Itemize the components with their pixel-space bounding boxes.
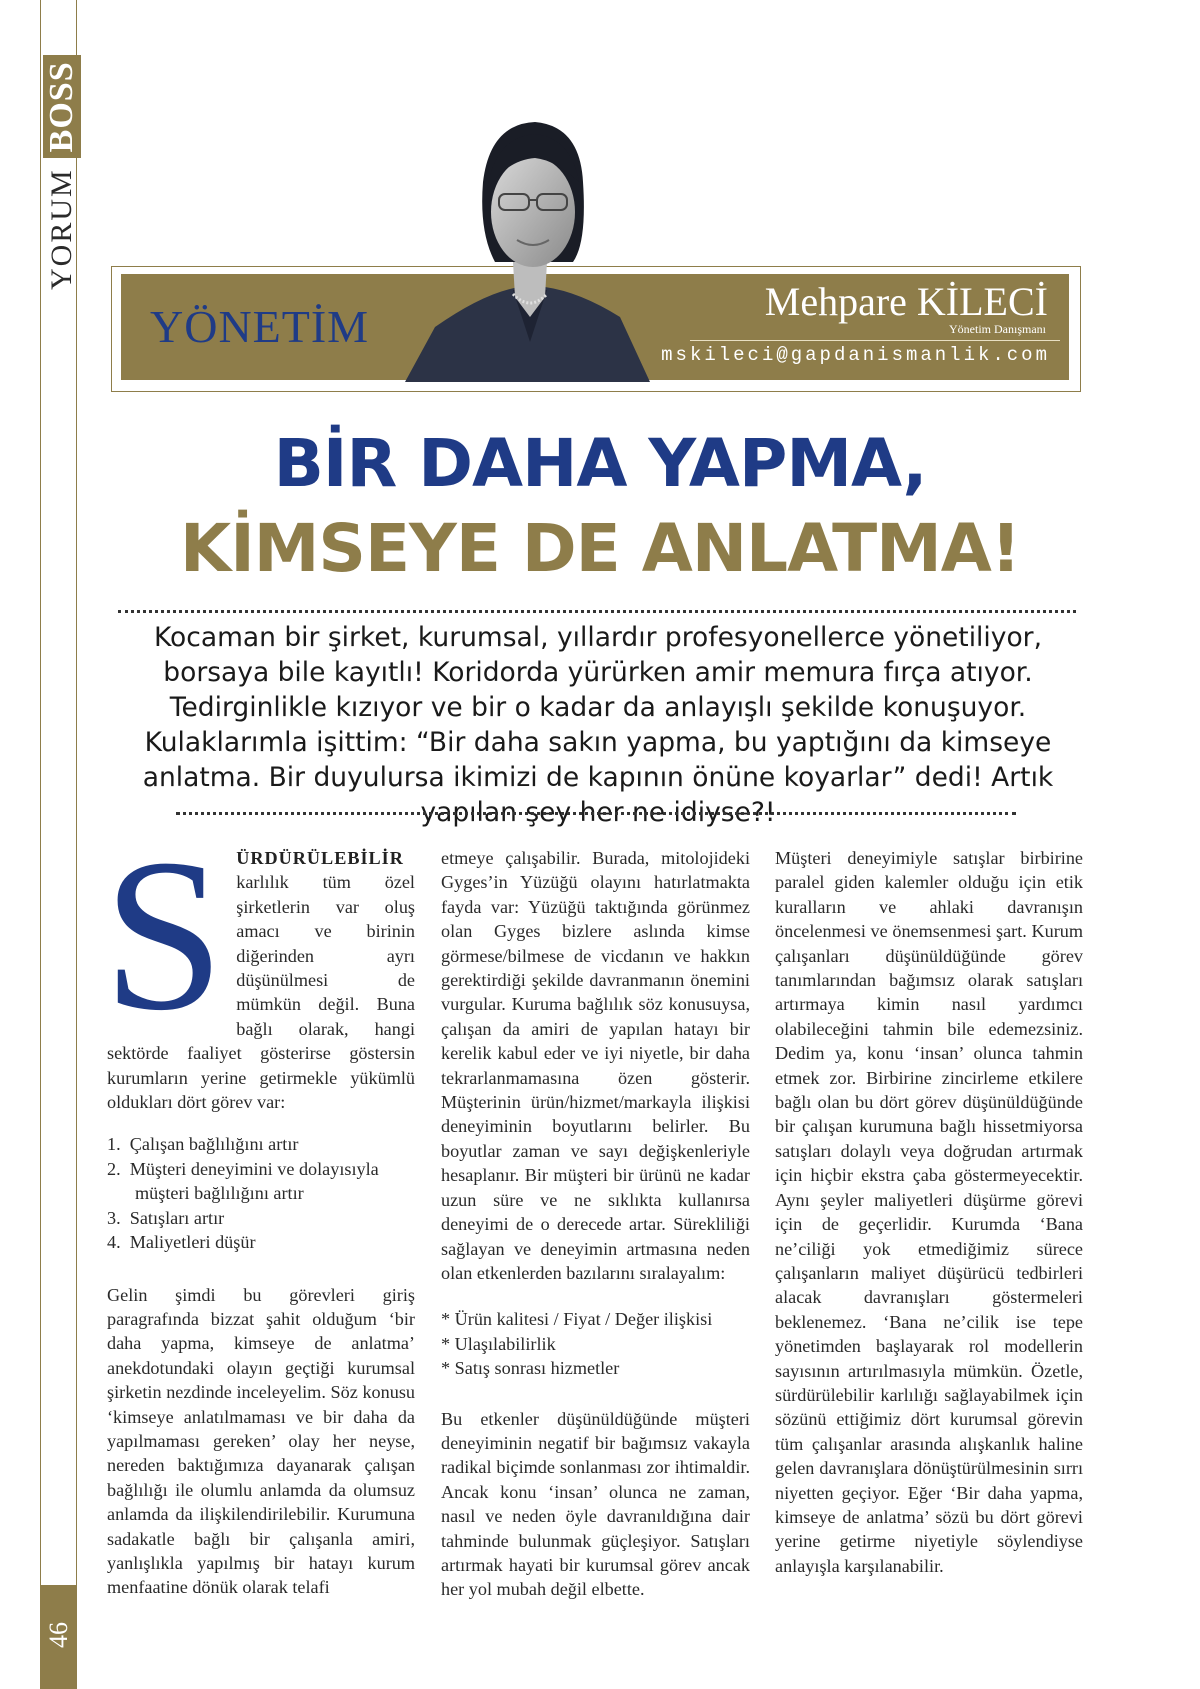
author-rule [690,340,1060,341]
factor-list [441,1307,750,1380]
list-item: * Ürün kalitesi / Fiyat / Değer ilişkisi [441,1309,713,1330]
list-item: 3. Satışları artır [107,1207,225,1228]
body-paragraph-4: Bu etkenler düşünüldüğünde müşteri deneyiminin negatif bir bağımsız vakayla radikal biçimde sonlanması zor ihtimaldir. Ancak konu ‘insan’ olunca ne zaman, nasıl ve neden öyle davranıldığına dair tahminde bulunmak güçleşiyor. Satışları artırmak hayati bir kurumsal görev ancak her yol mubah değil elbette. [441,1408,750,1600]
author-email[interactable]: mskileci@gapdanismanlik.com [661,344,1050,366]
headline-line-1: BİR DAHA YAPMA, [273,425,927,502]
author-title: Yönetim Danışmanı [949,322,1046,336]
lede-word: ÜRDÜRÜLEBİLİR [236,848,404,868]
headline-line-2: KİMSEYE DE ANLATMA! [180,510,1020,587]
list-item: 2. Müşteri deneyimini ve dolayısıyla müşteri bağlılığını artır [107,1158,379,1204]
drop-cap: S [103,815,225,1056]
list-item: 1. Çalışan bağlılığını artır [107,1134,299,1155]
task-list [107,1132,415,1254]
body-column-2 [441,846,750,1602]
body-column-1 [103,815,415,1600]
rail-yorum: YORUM [45,168,78,290]
list-item: * Ulaşılabilirlik [441,1333,556,1354]
body-column-3 [775,846,1083,1578]
dotted-rule-bottom [176,812,1016,815]
body-paragraph-1: karlılık tüm özel şirketlerin var oluş amacı ve birinin diğerinden ayrı düşünülmesi de mümkün değil. Buna bağlı olarak, hangi sektörde faaliyet gösterirse göstersin kurumların yerine getirmekle yükümlü oldukları dört görev var: [107,872,415,1113]
rail-label [40,20,80,290]
author-portrait [395,112,665,382]
page-number [44,1600,73,1660]
page-number-text: 46 [44,1622,73,1648]
lead-paragraph: Kocaman bir şirket, kurumsal, yıllardır profesyonellerce yönetiliyor, borsaya bile kayıtlı! Koridorda yürürken amir memura fırça atıyor. Tedirginlikle kızıyor ve bir o kadar da anlayışlı şekilde konuşuyor. Kulaklarımla işittim: “Bir daha sakın yapma, bu yaptığını da kimseye anlatma. Bir duyulursa ikimizi de kapının önüne koyarlar” dedi! Artık yapılan şey her ne idiyse?! [142,622,1054,828]
section-title: YÖNETİM [150,301,370,352]
body-paragraph-3: etmeye çalışabilir. Burada, mitolojideki Gyges’in Yüzüğü olayını hatırlatmakta fayda var: Yüzüğü taktığında görünmez olan Gyges bizlere aslında kimse görmese/bilmese de vicdanın ve hakkın gerektirdiği şekilde davranmanın önemini vurgular. Kuruma bağlılık söz konusuysa, çalışan da amiri de yapılan hatayı bir kerelik kabul eder ve iyi niyetle, bir daha tekrarlanmamasına özen gösterir. Müşterinin ürün/hizmet/markayla ilişkisi deneyiminin boyutlarını belirler. Bu boyutlar zaman ve sayı değişkenleriyle hesaplanır. Bir müşteri bir ürünü ne kadar uzun süre ve ne sıklıkta kullanırsa deneyimi de o derecede artar. Sürekliliği sağlayan ve deneyimin artmasına neden olan etkenlerden bazılarını sıralayalım: [441,848,750,1283]
list-item: 4. Maliyetleri düşür [107,1232,256,1253]
author-name: Mehpare KİLECİ [764,279,1048,324]
body-paragraph-2: Gelin şimdi bu görevleri giriş paragrafında bizzat şahit olduğum ‘bir daha yapma, kimseye de anlatma’ anekdotundaki olayın geçtiği kurumsal şirketin nezdinde inceleyelim. Söz konusu ‘kimseye anlatılmaması ve bir daha da yapılmaması gereken’ olay her neyse, nereden baktığımıza dayanarak çalışan bağlılığı ile olumlu anlamda da olumsuz anlamda da ilişkilendirilebilir. Kurumuna sadakatle bağlı bir çalışanla amiri, yanlışlıkla yapılmış bir hatayı kurum menfaatine dönük olarak telafi [107,1284,415,1598]
body-paragraph-5: Müşteri deneyimiyle satışlar birbirine paralel giden kalemler olduğu için etik kuralların ve ahlaki davranışın öncelenmesi ve önemsenmesi şart. Kurum çalışanları düşünüldüğünde görev tanımlarından bağımsız olarak satışları artırmaya kimin nasıl yardımcı olabileceğini tahmin bile edemezsiniz. Dedim ya, konu ‘insan’ olunca tahmin etmek zor. Birbirine zincirleme etkilere bağlı olan bu dört görev düşünüldüğünde bir çalışan kurumuna bağlı hissetmiyorsa satışları dolaylı veya doğrudan artırmak için hiçbir ekstra çaba göstermeyecektir. Aynı şeyler maliyetleri düşürme görevi için de geçerlidir. Kurumda ‘Bana ne’ciliği yok etmediğimiz sürece çalışanların maliyet düşürücü tedbirleri alacak davranışları göstermeleri beklenemez. ‘Bana ne’cilik ise tepe yönetimden başlayarak rol modellerin sayısının artırılmasıyla mümkün. Özetle, sürdürülebilir karlılığı sağlayabilmek için sözünü ettiğimiz dört kurumsal görevin tüm çalışanlar arasında alışkanlık haline gelen davranışlara dönüştürülmesinin sırrı niyetten geçiyor. Eğer ‘Bir daha yapma, kimseye de anlatma’ sözü bu dört görevi yerine getirme niyetiyle söylendiyse anlayışla karşılanabilir. [775,848,1083,1576]
dotted-rule-top [118,610,1076,613]
rail-boss: BOSS [43,55,81,158]
list-item: * Satış sonrası hizmetler [441,1358,620,1379]
